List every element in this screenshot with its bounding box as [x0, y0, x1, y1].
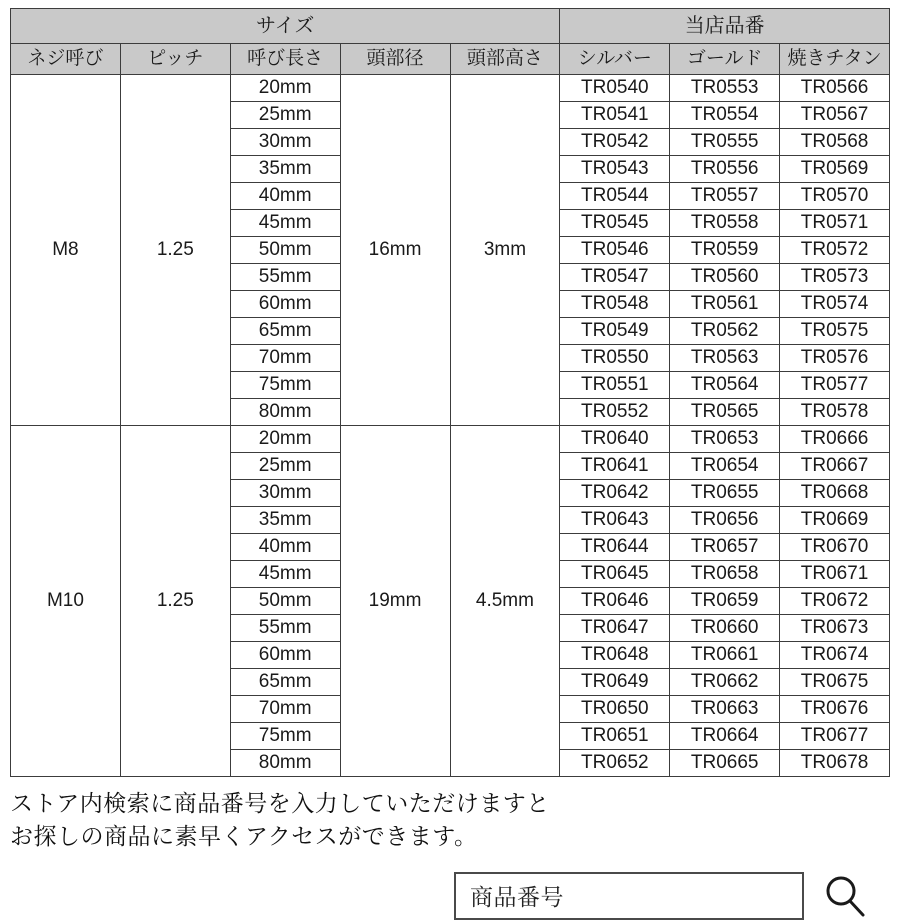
cell-gold-code: TR0560	[670, 264, 780, 291]
cell-silver-code: TR0548	[560, 291, 670, 318]
cell-length: 65mm	[230, 669, 340, 696]
cell-titanium-code: TR0570	[780, 183, 890, 210]
cell-silver-code: TR0546	[560, 237, 670, 264]
cell-titanium-code: TR0569	[780, 156, 890, 183]
cell-pitch: 1.25	[120, 75, 230, 426]
cell-titanium-code: TR0671	[780, 561, 890, 588]
col-gold: ゴールド	[670, 44, 780, 75]
cell-titanium-code: TR0576	[780, 345, 890, 372]
col-silver: シルバー	[560, 44, 670, 75]
note-line-2: お探しの商品に素早くアクセスができます。	[10, 823, 478, 850]
cell-length: 50mm	[230, 588, 340, 615]
cell-gold-code: TR0657	[670, 534, 780, 561]
cell-silver-code: TR0647	[560, 615, 670, 642]
cell-length: 35mm	[230, 507, 340, 534]
cell-silver-code: TR0549	[560, 318, 670, 345]
cell-gold-code: TR0654	[670, 453, 780, 480]
cell-gold-code: TR0561	[670, 291, 780, 318]
cell-gold-code: TR0565	[670, 399, 780, 426]
table-column-header-row	[11, 44, 890, 75]
cell-gold-code: TR0564	[670, 372, 780, 399]
cell-gold-code: TR0655	[670, 480, 780, 507]
cell-length: 70mm	[230, 696, 340, 723]
cell-gold-code: TR0660	[670, 615, 780, 642]
cell-length: 30mm	[230, 129, 340, 156]
cell-length: 25mm	[230, 453, 340, 480]
cell-length: 70mm	[230, 345, 340, 372]
cell-titanium-code: TR0666	[780, 426, 890, 453]
cell-head-height: 3mm	[450, 75, 560, 426]
cell-gold-code: TR0553	[670, 75, 780, 102]
cell-titanium-code: TR0577	[780, 372, 890, 399]
col-head-height: 頭部高さ	[450, 44, 560, 75]
spec-table	[10, 8, 890, 777]
cell-gold-code: TR0563	[670, 345, 780, 372]
cell-thread-size: M10	[11, 426, 121, 777]
cell-titanium-code: TR0574	[780, 291, 890, 318]
cell-length: 20mm	[230, 426, 340, 453]
cell-silver-code: TR0542	[560, 129, 670, 156]
cell-silver-code: TR0644	[560, 534, 670, 561]
cell-length: 40mm	[230, 183, 340, 210]
cell-length: 40mm	[230, 534, 340, 561]
cell-titanium-code: TR0568	[780, 129, 890, 156]
table-row	[11, 75, 890, 102]
cell-silver-code: TR0642	[560, 480, 670, 507]
search-row	[10, 872, 890, 920]
table-row	[11, 426, 890, 453]
cell-silver-code: TR0541	[560, 102, 670, 129]
group-header-size: サイズ	[11, 9, 560, 44]
cell-titanium-code: TR0567	[780, 102, 890, 129]
cell-silver-code: TR0551	[560, 372, 670, 399]
cell-silver-code: TR0650	[560, 696, 670, 723]
cell-titanium-code: TR0674	[780, 642, 890, 669]
cell-gold-code: TR0664	[670, 723, 780, 750]
cell-length: 75mm	[230, 723, 340, 750]
cell-thread-size: M8	[11, 75, 121, 426]
cell-titanium-code: TR0566	[780, 75, 890, 102]
cell-titanium-code: TR0669	[780, 507, 890, 534]
cell-gold-code: TR0554	[670, 102, 780, 129]
cell-length: 60mm	[230, 291, 340, 318]
cell-silver-code: TR0640	[560, 426, 670, 453]
cell-length: 20mm	[230, 75, 340, 102]
cell-length: 75mm	[230, 372, 340, 399]
cell-gold-code: TR0662	[670, 669, 780, 696]
cell-length: 80mm	[230, 399, 340, 426]
search-icon[interactable]	[822, 873, 868, 919]
cell-silver-code: TR0543	[560, 156, 670, 183]
cell-gold-code: TR0562	[670, 318, 780, 345]
cell-titanium-code: TR0673	[780, 615, 890, 642]
cell-length: 50mm	[230, 237, 340, 264]
cell-gold-code: TR0665	[670, 750, 780, 777]
table-group-header-row	[11, 9, 890, 44]
cell-length: 80mm	[230, 750, 340, 777]
table-head	[11, 9, 890, 75]
search-instruction-note	[10, 787, 890, 854]
cell-silver-code: TR0547	[560, 264, 670, 291]
table-body	[11, 75, 890, 777]
cell-gold-code: TR0661	[670, 642, 780, 669]
cell-silver-code: TR0643	[560, 507, 670, 534]
cell-silver-code: TR0652	[560, 750, 670, 777]
cell-gold-code: TR0559	[670, 237, 780, 264]
cell-silver-code: TR0552	[560, 399, 670, 426]
cell-gold-code: TR0656	[670, 507, 780, 534]
search-input[interactable]	[454, 872, 804, 920]
cell-titanium-code: TR0572	[780, 237, 890, 264]
cell-head-diameter: 19mm	[340, 426, 450, 777]
cell-gold-code: TR0556	[670, 156, 780, 183]
cell-length: 60mm	[230, 642, 340, 669]
cell-gold-code: TR0663	[670, 696, 780, 723]
cell-titanium-code: TR0678	[780, 750, 890, 777]
cell-head-height: 4.5mm	[450, 426, 560, 777]
cell-silver-code: TR0545	[560, 210, 670, 237]
cell-silver-code: TR0540	[560, 75, 670, 102]
cell-gold-code: TR0653	[670, 426, 780, 453]
cell-gold-code: TR0659	[670, 588, 780, 615]
cell-titanium-code: TR0676	[780, 696, 890, 723]
cell-gold-code: TR0555	[670, 129, 780, 156]
cell-gold-code: TR0557	[670, 183, 780, 210]
cell-titanium-code: TR0571	[780, 210, 890, 237]
col-thread-size: ネジ呼び	[11, 44, 121, 75]
cell-length: 25mm	[230, 102, 340, 129]
cell-gold-code: TR0558	[670, 210, 780, 237]
cell-silver-code: TR0648	[560, 642, 670, 669]
cell-length: 55mm	[230, 615, 340, 642]
cell-length: 45mm	[230, 561, 340, 588]
cell-length: 55mm	[230, 264, 340, 291]
cell-silver-code: TR0641	[560, 453, 670, 480]
note-line-1: ストア内検索に商品番号を入力していただけますと	[10, 790, 550, 816]
cell-silver-code: TR0645	[560, 561, 670, 588]
cell-length: 65mm	[230, 318, 340, 345]
col-burnt-titanium: 焼きチタン	[780, 44, 890, 75]
cell-head-diameter: 16mm	[340, 75, 450, 426]
cell-pitch: 1.25	[120, 426, 230, 777]
col-head-diameter: 頭部径	[340, 44, 450, 75]
col-length: 呼び長さ	[230, 44, 340, 75]
cell-silver-code: TR0646	[560, 588, 670, 615]
col-pitch: ピッチ	[120, 44, 230, 75]
cell-length: 45mm	[230, 210, 340, 237]
cell-titanium-code: TR0670	[780, 534, 890, 561]
cell-titanium-code: TR0578	[780, 399, 890, 426]
cell-titanium-code: TR0573	[780, 264, 890, 291]
cell-silver-code: TR0544	[560, 183, 670, 210]
group-header-product-number: 当店品番	[560, 9, 890, 44]
search-input-placeholder: 商品番号	[470, 884, 564, 911]
cell-length: 30mm	[230, 480, 340, 507]
cell-titanium-code: TR0667	[780, 453, 890, 480]
cell-silver-code: TR0550	[560, 345, 670, 372]
cell-titanium-code: TR0668	[780, 480, 890, 507]
cell-length: 35mm	[230, 156, 340, 183]
cell-titanium-code: TR0672	[780, 588, 890, 615]
cell-titanium-code: TR0677	[780, 723, 890, 750]
cell-titanium-code: TR0575	[780, 318, 890, 345]
cell-silver-code: TR0649	[560, 669, 670, 696]
cell-silver-code: TR0651	[560, 723, 670, 750]
cell-gold-code: TR0658	[670, 561, 780, 588]
cell-titanium-code: TR0675	[780, 669, 890, 696]
